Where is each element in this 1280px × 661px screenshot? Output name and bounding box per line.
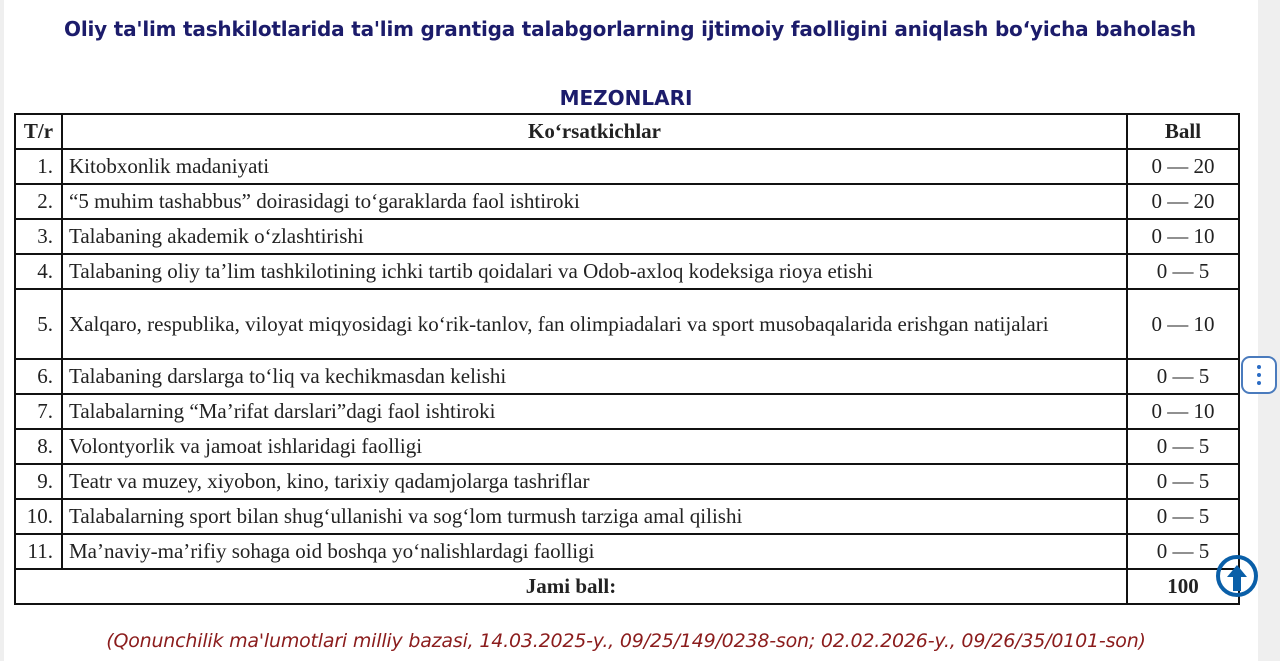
total-value: 100 [1127, 569, 1239, 604]
table-row [15, 359, 1239, 394]
table-row [15, 394, 1239, 429]
row-number: 8. [15, 429, 62, 464]
row-score: 0 — 10 [1127, 394, 1239, 429]
row-score: 0 — 10 [1127, 289, 1239, 359]
row-indicator: Talabalarning “Ma’rifat darslari”dagi faol ishtiroki [62, 394, 1127, 429]
right-side-panel [1258, 0, 1280, 661]
total-label: Jami ball: [15, 569, 1127, 604]
table-row [15, 464, 1239, 499]
source-citation: (Qonunchilik ma'lumotlari milliy bazasi, 14.03.2025-y., 09/25/149/0238-son; 02.02.2026-y., 09/26/35/0101-son) [106, 630, 1146, 652]
row-score: 0 — 5 [1127, 254, 1239, 289]
vertical-dots-icon-dot [1257, 381, 1261, 385]
row-indicator: Talabaning akademik o‘zlashtirishi [62, 219, 1127, 254]
row-indicator: Talabalarning sport bilan shug‘ullanishi va sog‘lom turmush tarziga amal qilishi [62, 499, 1127, 534]
row-score: 0 — 5 [1127, 499, 1239, 534]
table-row [15, 149, 1239, 184]
table-row [15, 254, 1239, 289]
row-number: 4. [15, 254, 62, 289]
row-score: 0 — 5 [1127, 359, 1239, 394]
row-indicator: Ma’naviy-ma’rifiy sohaga oid boshqa yo‘nalishlardagi faolligi [62, 534, 1127, 569]
left-edge-strip [0, 0, 4, 661]
table-row [15, 429, 1239, 464]
row-score: 0 — 5 [1127, 429, 1239, 464]
table-row [15, 219, 1239, 254]
row-score: 0 — 5 [1127, 534, 1239, 569]
row-number: 6. [15, 359, 62, 394]
row-number: 1. [15, 149, 62, 184]
row-indicator: Talabaning oliy ta’lim tashkilotining ichki tartib qoidalari va Odob-axloq kodeksiga rioya etishi [62, 254, 1127, 289]
scroll-to-top-button[interactable] [1214, 553, 1260, 599]
header-number: T/r [15, 114, 62, 149]
page-subtitle: MEZONLARI [559, 86, 693, 110]
vertical-dots-icon [1257, 365, 1261, 369]
criteria-table [14, 113, 1240, 605]
header-indicator: Ko‘rsatkichlar [62, 114, 1127, 149]
page-title: Oliy ta'lim tashkilotlarida ta'lim grantiga talabgorlarning ijtimoiy faolligini aniqlash boʻyicha baholash [64, 17, 1196, 41]
row-indicator: “5 muhim tashabbus” doirasidagi to‘garaklarda faol ishtiroki [62, 184, 1127, 219]
row-indicator: Talabaning darslarga to‘liq va kechikmasdan kelishi [62, 359, 1127, 394]
row-number: 5. [15, 289, 62, 359]
row-number: 7. [15, 394, 62, 429]
arrow-up-circle-icon [1214, 553, 1260, 599]
row-indicator: Volontyorlik va jamoat ishlaridagi faolligi [62, 429, 1127, 464]
row-score: 0 — 20 [1127, 184, 1239, 219]
row-score: 0 — 10 [1127, 219, 1239, 254]
row-number: 11. [15, 534, 62, 569]
row-number: 9. [15, 464, 62, 499]
row-score: 0 — 20 [1127, 149, 1239, 184]
vertical-dots-icon-dot [1257, 373, 1261, 377]
row-indicator: Teatr va muzey, xiyobon, kino, tarixiy qadamjolarga tashriflar [62, 464, 1127, 499]
table-header-row [15, 114, 1239, 149]
table-row [15, 184, 1239, 219]
more-options-button[interactable] [1241, 356, 1277, 394]
row-number: 10. [15, 499, 62, 534]
row-indicator: Kitobxonlik madaniyati [62, 149, 1127, 184]
row-indicator: Xalqaro, respublika, viloyat miqyosidagi ko‘rik-tanlov, fan olimpiadalari va sport musobaqalarida erishgan natijalari [62, 289, 1127, 359]
row-score: 0 — 5 [1127, 464, 1239, 499]
row-number: 3. [15, 219, 62, 254]
table-row [15, 289, 1239, 359]
header-score: Ball [1127, 114, 1239, 149]
row-number: 2. [15, 184, 62, 219]
total-row [15, 569, 1239, 604]
table-row [15, 534, 1239, 569]
table-row [15, 499, 1239, 534]
